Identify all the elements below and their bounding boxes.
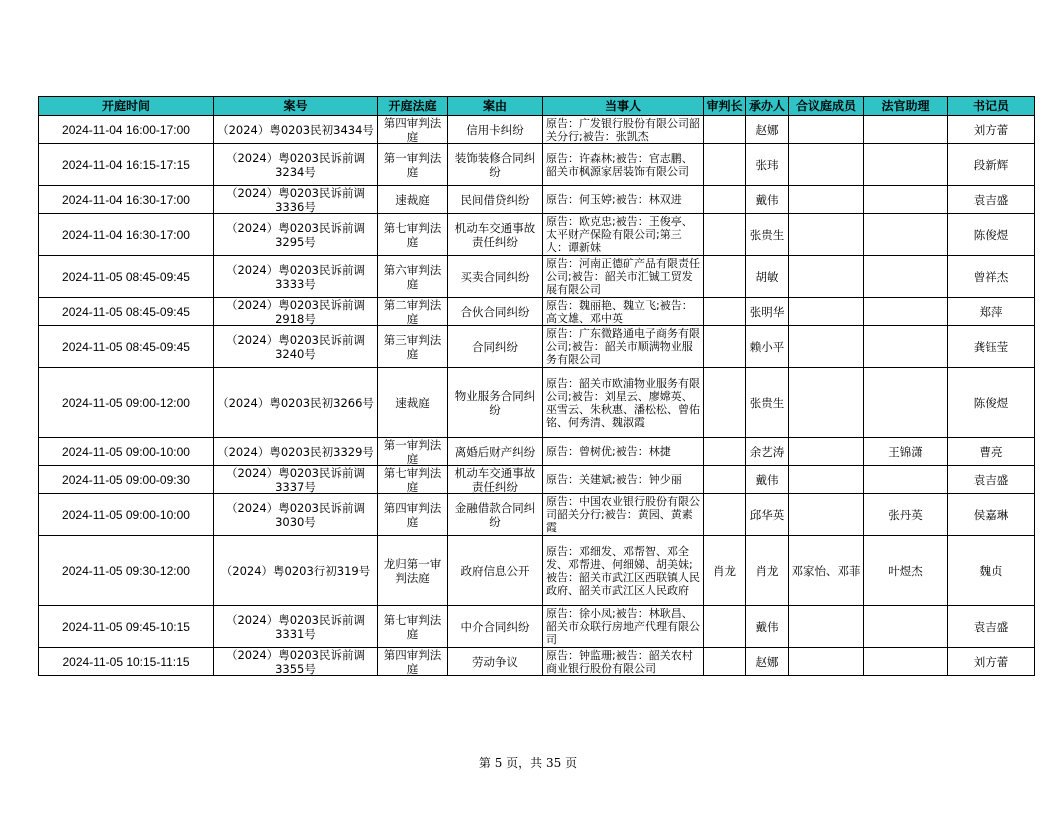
handler-cell-text: 张贵生 bbox=[749, 227, 785, 242]
chief-judge-cell bbox=[704, 606, 746, 648]
courtroom-cell-text: 第四审判法庭 bbox=[383, 116, 442, 143]
clerk-cell-text: 刘方蕾 bbox=[973, 122, 1009, 137]
handler-cell bbox=[746, 536, 789, 606]
case-number-cell-text: （2024）粤0203民诉前调3234号 bbox=[225, 150, 366, 179]
courtroom-cell-text: 第六审判法庭 bbox=[383, 262, 442, 291]
table-row bbox=[39, 466, 1035, 494]
chief-judge-cell bbox=[704, 214, 746, 256]
case-cause-cell-text: 民间借贷纠纷 bbox=[460, 192, 530, 207]
handler-cell bbox=[746, 326, 789, 368]
panel-members-cell bbox=[789, 256, 864, 298]
case-cause-cell bbox=[448, 326, 543, 368]
panel-members-cell bbox=[789, 648, 864, 676]
case-cause-cell-text: 金融借款合同纠纷 bbox=[454, 500, 536, 529]
case-cause-cell bbox=[448, 214, 543, 256]
schedule-body bbox=[39, 116, 1035, 676]
chief-judge-cell bbox=[704, 116, 746, 144]
handler-cell bbox=[746, 116, 789, 144]
handler-cell bbox=[746, 256, 789, 298]
case-cause-cell bbox=[448, 438, 543, 466]
case-number-cell-text: （2024）粤0203民诉前调3336号 bbox=[225, 186, 366, 213]
hearing-time-cell-text: 2024-11-04 16:00-17:00 bbox=[62, 122, 190, 137]
parties-cell bbox=[543, 144, 704, 186]
case-cause-cell-text: 买卖合同纠纷 bbox=[460, 269, 530, 284]
case-number-cell bbox=[214, 466, 378, 494]
handler-cell-text: 张明华 bbox=[749, 304, 785, 319]
hearing-time-cell-text: 2024-11-05 09:00-12:00 bbox=[62, 395, 190, 410]
hearing-time-cell bbox=[39, 256, 214, 298]
case-cause-cell bbox=[448, 116, 543, 144]
clerk-cell-text: 侯嘉琳 bbox=[973, 507, 1009, 522]
courtroom-cell-text: 第四审判法庭 bbox=[383, 500, 442, 529]
judge-assistant-cell-text: 叶煜杰 bbox=[888, 563, 923, 578]
case-number-cell-text: （2024）粤0203民诉前调3337号 bbox=[225, 466, 366, 493]
handler-cell-text: 邱华英 bbox=[749, 507, 785, 522]
parties-cell bbox=[543, 298, 704, 326]
case-cause-cell bbox=[448, 368, 543, 438]
table-row bbox=[39, 606, 1035, 648]
parties-cell bbox=[543, 466, 704, 494]
case-cause-cell bbox=[448, 494, 543, 536]
courtroom-cell-text: 第一审判法庭 bbox=[383, 150, 442, 179]
courtroom-cell-text: 第四审判法庭 bbox=[383, 648, 442, 675]
parties-cell bbox=[543, 606, 704, 648]
parties-cell-text: 原告：许森林;被告：官志鹏、韶关市枫源家居装饰有限公司 bbox=[546, 151, 693, 178]
clerk-cell-text: 陈俊煜 bbox=[973, 227, 1009, 242]
clerk-cell-text: 魏贞 bbox=[979, 563, 1003, 578]
case-number-cell-text: （2024）粤0203民初3434号 bbox=[217, 122, 374, 137]
clerk-cell-text: 刘方蕾 bbox=[973, 654, 1009, 669]
column-header-court: 开庭法庭 bbox=[378, 97, 448, 116]
courtroom-cell-text: 第七审判法庭 bbox=[383, 612, 442, 641]
handler-cell bbox=[746, 648, 789, 676]
hearing-time-cell bbox=[39, 466, 214, 494]
judge-assistant-cell bbox=[864, 256, 948, 298]
clerk-cell bbox=[948, 256, 1035, 298]
column-header-case-no: 案号 bbox=[214, 97, 378, 116]
column-header-cause: 案由 bbox=[448, 97, 543, 116]
panel-members-cell bbox=[789, 214, 864, 256]
hearing-time-cell-text: 2024-11-05 08:45-09:45 bbox=[62, 339, 190, 354]
clerk-cell-text: 曹亮 bbox=[979, 444, 1003, 459]
case-number-cell-text: （2024）粤0203民初3266号 bbox=[217, 395, 374, 410]
judge-assistant-cell-text: 王锦潇 bbox=[888, 444, 923, 459]
panel-members-cell bbox=[789, 116, 864, 144]
table-row bbox=[39, 144, 1035, 186]
parties-cell-text: 原告：邓细发、邓帮智、邓全发、邓帮进、何细娣、胡美妹;被告：韶关市武江区西联镇人民政府、韶关市武江区人民政府 bbox=[546, 544, 700, 597]
case-number-cell-text: （2024）粤0203民诉前调3333号 bbox=[225, 262, 366, 291]
chief-judge-cell bbox=[704, 368, 746, 438]
panel-members-cell bbox=[789, 536, 864, 606]
courtroom-cell-text: 第七审判法庭 bbox=[383, 466, 442, 493]
courtroom-cell-text: 第一审判法庭 bbox=[383, 438, 442, 465]
page-number: 第 5 页，共 35 页 bbox=[478, 756, 578, 770]
courtroom-cell-text: 第三审判法庭 bbox=[383, 332, 442, 361]
table-row bbox=[39, 326, 1035, 368]
clerk-cell bbox=[948, 144, 1035, 186]
case-cause-cell-text: 物业服务合同纠纷 bbox=[454, 388, 536, 417]
chief-judge-cell bbox=[704, 648, 746, 676]
courtroom-cell bbox=[378, 214, 448, 256]
table-row bbox=[39, 494, 1035, 536]
hearing-time-cell-text: 2024-11-04 16:30-17:00 bbox=[62, 192, 190, 207]
judge-assistant-cell bbox=[864, 116, 948, 144]
hearing-time-cell bbox=[39, 186, 214, 214]
parties-cell bbox=[543, 326, 704, 368]
hearing-time-cell-text: 2024-11-05 08:45-09:45 bbox=[62, 304, 190, 319]
hearing-time-cell bbox=[39, 536, 214, 606]
chief-judge-cell bbox=[704, 256, 746, 298]
chief-judge-cell bbox=[704, 466, 746, 494]
handler-cell bbox=[746, 214, 789, 256]
courtroom-cell bbox=[378, 648, 448, 676]
panel-members-cell bbox=[789, 368, 864, 438]
hearing-time-cell bbox=[39, 214, 214, 256]
clerk-cell bbox=[948, 368, 1035, 438]
case-number-cell bbox=[214, 214, 378, 256]
parties-cell-text: 原告：魏丽艳、魏立飞;被告：高文雄、邓中英 bbox=[546, 298, 693, 325]
clerk-cell-text: 郑萍 bbox=[979, 304, 1003, 319]
case-cause-cell bbox=[448, 298, 543, 326]
handler-cell-text: 赵娜 bbox=[755, 654, 779, 669]
table-row bbox=[39, 256, 1035, 298]
case-number-cell bbox=[214, 144, 378, 186]
table-row bbox=[39, 438, 1035, 466]
hearing-time-cell-text: 2024-11-05 09:30-12:00 bbox=[62, 563, 190, 578]
chief-judge-cell bbox=[704, 438, 746, 466]
case-number-cell bbox=[214, 494, 378, 536]
hearing-time-cell bbox=[39, 326, 214, 368]
parties-cell-text: 原告：中国农业银行股份有限公司韶关分行;被告：黄园、黄素霞 bbox=[546, 495, 700, 534]
clerk-cell-text: 陈俊煜 bbox=[973, 395, 1009, 410]
clerk-cell-text: 袁吉盛 bbox=[973, 472, 1009, 487]
hearing-schedule-table bbox=[38, 96, 1035, 676]
courtroom-cell bbox=[378, 536, 448, 606]
parties-cell bbox=[543, 116, 704, 144]
case-cause-cell bbox=[448, 466, 543, 494]
table-row bbox=[39, 648, 1035, 676]
case-number-cell bbox=[214, 648, 378, 676]
case-cause-cell-text: 机动车交通事故责任纠纷 bbox=[454, 220, 536, 249]
courtroom-cell-text: 第七审判法庭 bbox=[383, 220, 442, 249]
handler-cell-text: 张玮 bbox=[755, 157, 779, 172]
hearing-time-cell-text: 2024-11-05 09:45-10:15 bbox=[62, 619, 190, 634]
handler-cell bbox=[746, 494, 789, 536]
hearing-time-cell-text: 2024-11-05 09:00-09:30 bbox=[62, 472, 190, 487]
handler-cell bbox=[746, 606, 789, 648]
handler-cell-text: 张贵生 bbox=[749, 395, 785, 410]
case-cause-cell-text: 合同纠纷 bbox=[472, 339, 518, 354]
case-number-cell-text: （2024）粤0203民诉前调3030号 bbox=[225, 500, 366, 529]
courtroom-cell bbox=[378, 186, 448, 214]
parties-cell bbox=[543, 368, 704, 438]
judge-assistant-cell bbox=[864, 214, 948, 256]
panel-members-cell bbox=[789, 186, 864, 214]
panel-members-cell-text: 邓家怡、邓菲 bbox=[791, 563, 861, 578]
parties-cell-text: 原告：韶关市欧浦物业服务有限公司;被告：刘星云、廖嫦英、巫雪云、朱秋惠、潘松松、曾佑铭、何秀清、魏淑霞 bbox=[546, 376, 700, 429]
case-cause-cell-text: 信用卡纠纷 bbox=[466, 122, 524, 137]
column-header-parties: 当事人 bbox=[543, 97, 704, 116]
chief-judge-cell-text: 肖龙 bbox=[713, 563, 736, 578]
courtroom-cell-text: 第二审判法庭 bbox=[383, 298, 442, 325]
case-number-cell-text: （2024）粤0203民诉前调3331号 bbox=[225, 612, 366, 641]
chief-judge-cell bbox=[704, 494, 746, 536]
case-cause-cell-text: 劳动争议 bbox=[472, 654, 518, 669]
case-cause-cell-text: 合伙合同纠纷 bbox=[460, 304, 530, 319]
courtroom-cell bbox=[378, 326, 448, 368]
case-cause-cell bbox=[448, 606, 543, 648]
parties-cell-text: 原告：广东微路通电子商务有限公司;被告：韶关市顺满物业服务有限公司 bbox=[546, 327, 700, 366]
column-header-assistant: 法官助理 bbox=[864, 97, 948, 116]
parties-cell-text: 原告：广发银行股份有限公司韶关分行;被告：张凯杰 bbox=[546, 116, 700, 143]
handler-cell-text: 戴伟 bbox=[755, 472, 779, 487]
parties-cell bbox=[543, 648, 704, 676]
courtroom-cell bbox=[378, 438, 448, 466]
case-number-cell bbox=[214, 438, 378, 466]
parties-cell bbox=[543, 214, 704, 256]
case-cause-cell-text: 中介合同纠纷 bbox=[460, 619, 530, 634]
case-cause-cell-text: 离婚后财产纠纷 bbox=[454, 444, 536, 459]
judge-assistant-cell-text: 张丹英 bbox=[888, 507, 923, 522]
parties-cell-text: 原告：徐小凤;被告：林耿昌、韶关市众联行房地产代理有限公司 bbox=[546, 607, 700, 646]
judge-assistant-cell bbox=[864, 326, 948, 368]
clerk-cell bbox=[948, 466, 1035, 494]
judge-assistant-cell bbox=[864, 648, 948, 676]
parties-cell-text: 原告：何玉婷;被告：林双进 bbox=[546, 193, 682, 206]
panel-members-cell bbox=[789, 326, 864, 368]
hearing-time-cell bbox=[39, 648, 214, 676]
column-header-panel: 合议庭成员 bbox=[789, 97, 864, 116]
courtroom-cell bbox=[378, 494, 448, 536]
table-row bbox=[39, 536, 1035, 606]
hearing-time-cell-text: 2024-11-04 16:30-17:00 bbox=[62, 227, 190, 242]
clerk-cell bbox=[948, 298, 1035, 326]
hearing-time-cell-text: 2024-11-05 08:45-09:45 bbox=[62, 269, 190, 284]
hearing-time-cell-text: 2024-11-05 09:00-10:00 bbox=[62, 507, 190, 522]
clerk-cell bbox=[948, 606, 1035, 648]
table-row bbox=[39, 298, 1035, 326]
case-number-cell bbox=[214, 536, 378, 606]
handler-cell-text: 胡敏 bbox=[755, 269, 779, 284]
case-number-cell-text: （2024）粤0203民诉前调3295号 bbox=[225, 220, 366, 249]
handler-cell bbox=[746, 186, 789, 214]
judge-assistant-cell bbox=[864, 466, 948, 494]
table-row bbox=[39, 368, 1035, 438]
case-cause-cell bbox=[448, 144, 543, 186]
courtroom-cell bbox=[378, 144, 448, 186]
hearing-time-cell bbox=[39, 606, 214, 648]
chief-judge-cell bbox=[704, 536, 746, 606]
hearing-time-cell bbox=[39, 116, 214, 144]
chief-judge-cell bbox=[704, 144, 746, 186]
clerk-cell-text: 曾祥杰 bbox=[973, 269, 1009, 284]
courtroom-cell-text: 龙归第一审判法庭 bbox=[383, 556, 442, 585]
clerk-cell bbox=[948, 494, 1035, 536]
parties-cell-text: 原告：河南正德矿产品有限责任公司;被告：韶关市汇铖工贸发展有限公司 bbox=[546, 257, 700, 296]
courtroom-cell bbox=[378, 256, 448, 298]
judge-assistant-cell bbox=[864, 186, 948, 214]
panel-members-cell bbox=[789, 494, 864, 536]
judge-assistant-cell bbox=[864, 606, 948, 648]
clerk-cell bbox=[948, 116, 1035, 144]
clerk-cell bbox=[948, 186, 1035, 214]
parties-cell-text: 原告：钟监珊;被告：韶关农村商业银行股份有限公司 bbox=[546, 648, 693, 675]
case-number-cell bbox=[214, 326, 378, 368]
handler-cell-text: 戴伟 bbox=[755, 619, 779, 634]
column-header-time: 开庭时间 bbox=[39, 97, 214, 116]
hearing-time-cell bbox=[39, 144, 214, 186]
clerk-cell bbox=[948, 438, 1035, 466]
parties-cell bbox=[543, 186, 704, 214]
handler-cell bbox=[746, 298, 789, 326]
case-cause-cell-text: 装饰装修合同纠纷 bbox=[454, 150, 536, 179]
handler-cell-text: 戴伟 bbox=[755, 192, 779, 207]
handler-cell bbox=[746, 368, 789, 438]
hearing-time-cell-text: 2024-11-04 16:15-17:15 bbox=[62, 157, 190, 172]
judge-assistant-cell bbox=[864, 368, 948, 438]
clerk-cell-text: 袁吉盛 bbox=[973, 619, 1009, 634]
clerk-cell-text: 袁吉盛 bbox=[973, 192, 1009, 207]
header-row bbox=[39, 97, 1035, 116]
hearing-time-cell bbox=[39, 368, 214, 438]
chief-judge-cell bbox=[704, 326, 746, 368]
courtroom-cell bbox=[378, 606, 448, 648]
table-row bbox=[39, 214, 1035, 256]
handler-cell-text: 赵娜 bbox=[755, 122, 779, 137]
case-number-cell-text: （2024）粤0203民初3329号 bbox=[217, 444, 374, 459]
case-number-cell-text: （2024）粤0203民诉前调3355号 bbox=[225, 648, 366, 675]
case-number-cell-text: （2024）粤0203行初319号 bbox=[220, 563, 371, 578]
parties-cell bbox=[543, 494, 704, 536]
handler-cell bbox=[746, 466, 789, 494]
judge-assistant-cell bbox=[864, 144, 948, 186]
case-number-cell bbox=[214, 368, 378, 438]
case-number-cell bbox=[214, 186, 378, 214]
handler-cell-text: 肖龙 bbox=[755, 563, 779, 578]
case-number-cell bbox=[214, 116, 378, 144]
hearing-time-cell-text: 2024-11-05 10:15-11:15 bbox=[62, 654, 190, 669]
case-cause-cell bbox=[448, 648, 543, 676]
judge-assistant-cell bbox=[864, 298, 948, 326]
handler-cell-text: 赖小平 bbox=[749, 339, 785, 354]
handler-cell-text: 余艺涛 bbox=[749, 444, 785, 459]
courtroom-cell bbox=[378, 466, 448, 494]
column-header-chief-judge: 审判长 bbox=[704, 97, 746, 116]
clerk-cell-text: 段新辉 bbox=[973, 157, 1009, 172]
clerk-cell bbox=[948, 536, 1035, 606]
table-row bbox=[39, 116, 1035, 144]
courtroom-cell-text: 速裁庭 bbox=[395, 395, 430, 410]
case-number-cell bbox=[214, 298, 378, 326]
case-cause-cell bbox=[448, 536, 543, 606]
column-header-handler: 承办人 bbox=[746, 97, 789, 116]
parties-cell-text: 原告：关建斌;被告：钟少丽 bbox=[546, 473, 682, 486]
parties-cell bbox=[543, 438, 704, 466]
judge-assistant-cell bbox=[864, 494, 948, 536]
clerk-cell bbox=[948, 214, 1035, 256]
panel-members-cell bbox=[789, 298, 864, 326]
case-cause-cell-text: 政府信息公开 bbox=[460, 563, 530, 578]
parties-cell bbox=[543, 536, 704, 606]
chief-judge-cell bbox=[704, 186, 746, 214]
hearing-time-cell-text: 2024-11-05 09:00-10:00 bbox=[62, 444, 190, 459]
case-cause-cell-text: 机动车交通事故责任纠纷 bbox=[454, 466, 536, 493]
courtroom-cell-text: 速裁庭 bbox=[395, 192, 430, 207]
column-header-clerk: 书记员 bbox=[948, 97, 1035, 116]
chief-judge-cell bbox=[704, 298, 746, 326]
panel-members-cell bbox=[789, 144, 864, 186]
case-number-cell-text: （2024）粤0203民诉前调2918号 bbox=[225, 298, 366, 325]
courtroom-cell bbox=[378, 368, 448, 438]
clerk-cell-text: 龚钰莹 bbox=[973, 339, 1009, 354]
case-cause-cell bbox=[448, 256, 543, 298]
judge-assistant-cell bbox=[864, 438, 948, 466]
courtroom-cell bbox=[378, 298, 448, 326]
panel-members-cell bbox=[789, 466, 864, 494]
case-number-cell bbox=[214, 606, 378, 648]
clerk-cell bbox=[948, 326, 1035, 368]
judge-assistant-cell bbox=[864, 536, 948, 606]
table-row bbox=[39, 186, 1035, 214]
hearing-time-cell bbox=[39, 438, 214, 466]
parties-cell bbox=[543, 256, 704, 298]
hearing-time-cell bbox=[39, 298, 214, 326]
case-number-cell-text: （2024）粤0203民诉前调3240号 bbox=[225, 332, 366, 361]
case-cause-cell bbox=[448, 186, 543, 214]
panel-members-cell bbox=[789, 438, 864, 466]
hearing-time-cell bbox=[39, 494, 214, 536]
parties-cell-text: 原告：欧克忠;被告：王俊亭、太平财产保险有限公司;第三人：谭新妹 bbox=[546, 215, 693, 254]
clerk-cell bbox=[948, 648, 1035, 676]
courtroom-cell bbox=[378, 116, 448, 144]
handler-cell bbox=[746, 438, 789, 466]
parties-cell-text: 原告：曾树优;被告：林捷 bbox=[546, 445, 671, 458]
panel-members-cell bbox=[789, 606, 864, 648]
handler-cell bbox=[746, 144, 789, 186]
case-number-cell bbox=[214, 256, 378, 298]
